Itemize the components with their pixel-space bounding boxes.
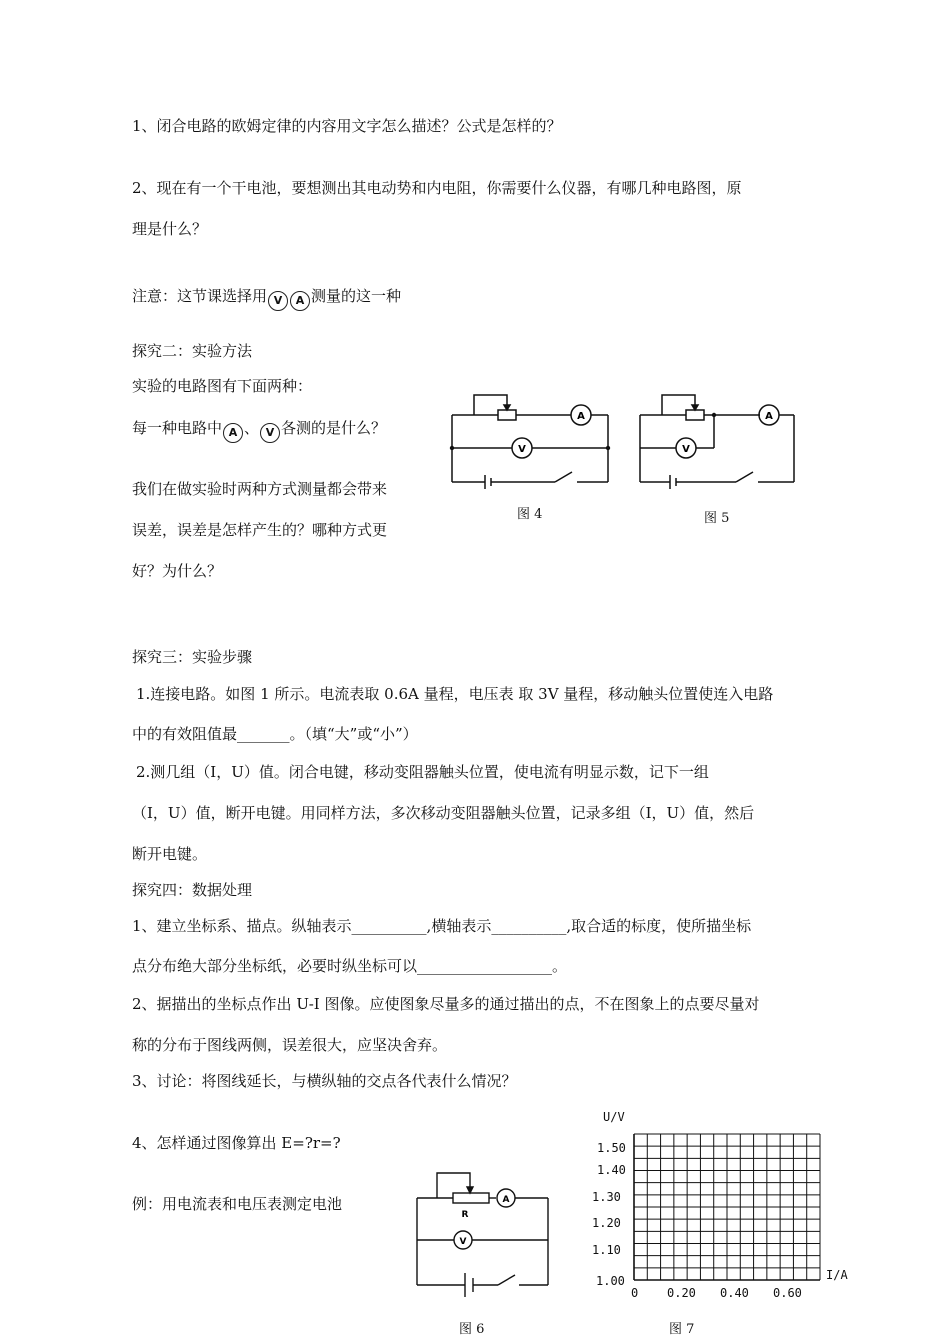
figure-5-caption: 图 5 bbox=[704, 511, 730, 526]
section-2-question bbox=[132, 418, 386, 443]
figure-6-caption: 图 6 bbox=[459, 1322, 485, 1337]
error-text-line-1: 我们在做实验时两种方式测量都会带来 bbox=[132, 480, 388, 498]
y-tick-label: 1.00 bbox=[596, 1274, 625, 1288]
x-axis-label: I/A bbox=[826, 1268, 848, 1282]
y-tick-label: 1.10 bbox=[592, 1243, 621, 1257]
x-tick-label: 0.20 bbox=[667, 1286, 696, 1300]
error-text-line-2: 误差，误差是怎样产生的？哪种方式更 bbox=[132, 521, 388, 539]
circuit-diagram-fig4 bbox=[440, 385, 620, 500]
voltmeter-icon: V bbox=[268, 291, 288, 311]
section-2-heading: 探究二：实验方法 bbox=[132, 342, 253, 360]
ammeter-label: A bbox=[502, 1195, 510, 1205]
step-2-line-3: 断开电键。 bbox=[132, 845, 208, 863]
note-prefix: 注意：这节课选择用 bbox=[132, 287, 268, 305]
x-tick-label: 0.60 bbox=[773, 1286, 802, 1300]
point-3: 3、讨论：将图线延长，与横纵轴的交点各代表什么情况？ bbox=[132, 1072, 517, 1090]
resistor-label: R bbox=[461, 1210, 469, 1220]
question-suffix: 各测的是什么？ bbox=[281, 419, 387, 437]
voltmeter-label: V bbox=[682, 444, 690, 455]
circuit-diagram-fig5 bbox=[628, 385, 808, 500]
example-text: 例：用电流表和电压表测定电池 bbox=[132, 1195, 343, 1213]
y-tick-label: 1.40 bbox=[597, 1163, 626, 1177]
step-2-line-2: （I，U）值，断开电键。用同样方法，多次移动变阻器触头位置，记录多组（I，U）值，然后 bbox=[132, 804, 755, 822]
section-2-intro: 实验的电路图有下面两种： bbox=[132, 377, 313, 395]
ammeter-icon: A bbox=[223, 423, 243, 443]
question-separator: 、 bbox=[244, 419, 260, 437]
y-axis-label: U/V bbox=[603, 1110, 625, 1124]
question-1: 1、闭合电路的欧姆定律的内容用文字怎么描述？公式是怎样的？ bbox=[132, 117, 562, 135]
circuit-diagram-fig6 bbox=[405, 1163, 565, 1298]
voltmeter-label: V bbox=[459, 1237, 467, 1247]
note-suffix: 测量的这一种 bbox=[311, 287, 402, 305]
y-tick-label: 1.20 bbox=[592, 1216, 621, 1230]
note-line bbox=[132, 286, 401, 311]
step-1-line-1: 1.连接电路。如图 1 所示。电流表取 0.6A 量程，电压表 取 3V 量程，移动触头位置使连入电路 bbox=[136, 685, 774, 703]
ammeter-label: A bbox=[765, 411, 773, 422]
voltmeter-label: V bbox=[518, 444, 526, 455]
point-2-line-2: 称的分布于图线两侧，误差很大，应坚决舍弃。 bbox=[132, 1036, 448, 1054]
ammeter-icon: A bbox=[290, 291, 310, 311]
voltmeter-icon: V bbox=[260, 423, 280, 443]
step-2-line-1: 2.测几组（I，U）值。闭合电键，移动变阻器触头位置，使电流有明显示数，记下一组 bbox=[136, 763, 709, 781]
section-3-heading: 探究三：实验步骤 bbox=[132, 648, 253, 666]
y-tick-label: 1.50 bbox=[597, 1141, 626, 1155]
ammeter-label: A bbox=[577, 411, 585, 422]
figure-4-caption: 图 4 bbox=[517, 507, 543, 522]
point-1-line-1: 1、建立坐标系、描点。纵轴表示__________,横轴表示__________,取合适的标度，使所描坐标 bbox=[132, 917, 752, 935]
error-text-line-3: 好？为什么？ bbox=[132, 562, 223, 580]
question-prefix: 每一种电路中 bbox=[132, 419, 223, 437]
point-1-line-2: 点分布绝大部分坐标纸，必要时纵坐标可以__________________。 bbox=[132, 957, 568, 975]
question-2-line-2: 理是什么？ bbox=[132, 220, 208, 238]
x-tick-label: 0 bbox=[631, 1286, 639, 1300]
point-2-line-1: 2、据描出的坐标点作出 U-I 图像。应使图象尽量多的通过描出的点，不在图象上的点要尽量对 bbox=[132, 995, 760, 1013]
x-tick-label: 0.40 bbox=[720, 1286, 749, 1300]
step-1-line-2: 中的有效阻值最_______。（填“大”或“小”） bbox=[132, 725, 418, 743]
figure-7-caption: 图 7 bbox=[669, 1322, 695, 1337]
question-2-line-1: 2、现在有一个干电池，要想测出其电动势和内电阻，你需要什么仪器，有哪几种电路图，原 bbox=[132, 179, 742, 197]
y-tick-label: 1.30 bbox=[592, 1190, 621, 1204]
section-4-heading: 探究四：数据处理 bbox=[132, 881, 253, 899]
point-4: 4、怎样通过图像算出 E=?r=? bbox=[132, 1134, 341, 1152]
graph-paper-fig7 bbox=[633, 1133, 823, 1283]
